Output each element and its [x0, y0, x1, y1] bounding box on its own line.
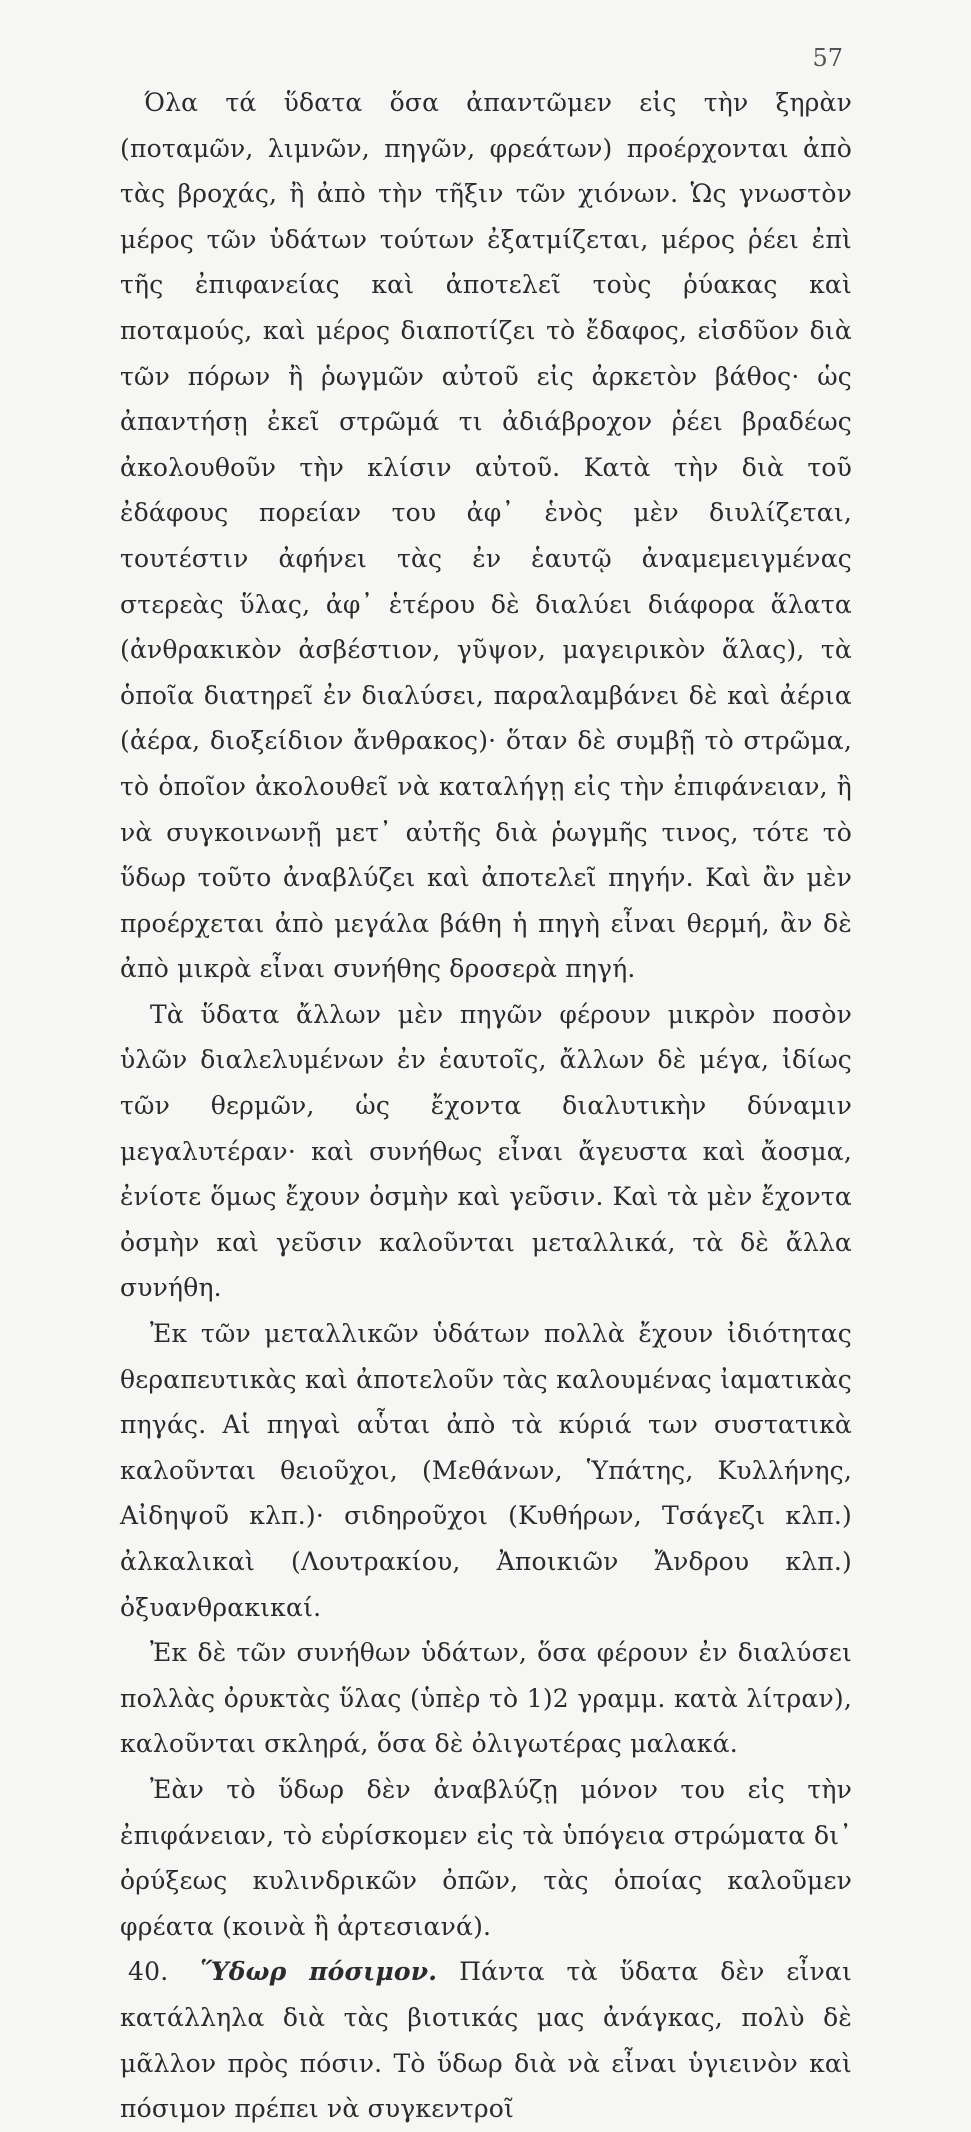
paragraph-hard-soft-water: Ἐκ δὲ τῶν συνήθων ὑδάτων, ὅσα φέρουν ἐν διαλύσει πολλὰς ὀρυκτὰς ὕλας (ὑπὲρ τὸ 1)2 γραμμ. κατὰ λίτραν), καλοῦνται σκληρά, ὅσα δὲ ὀλιγωτέρας μαλακά.	[120, 1638, 852, 1759]
page-number: 57	[812, 44, 843, 72]
body-text	[120, 80, 852, 2132]
paragraph-mineral-springs: Ἐκ τῶν μεταλλικῶν ὑδάτων πολλὰ ἔχουν ἰδιότητας θεραπευτικὰς καὶ ἀποτελοῦν τὰς καλουμένας ἰαματικὰς πηγάς. Αἱ πηγαὶ αὗται ἀπὸ τὰ κύριά των συστατικὰ καλοῦνται θειοῦχοι, (Μεθάνων, Ὑπάτης, Κυλλήνης, Αἰδηψοῦ κλπ.)· σιδηροῦχοι (Κυθήρων, Τσάγεζι κλπ.) ἀλκαλικαὶ (Λουτρακίου, Ἀποικιῶν Ἄνδρου κλπ.) ὀξυανθρακικαί.	[120, 1319, 852, 1622]
paragraph-dissolved-matter: Τὰ ὕδατα ἄλλων μὲν πηγῶν φέρουν μικρὸν ποσὸν ὑλῶν διαλελυμένων ἐν ἑαυτοῖς, ἄλλων δὲ μέγα, ἰδίως τῶν θερμῶν, ὡς ἔχοντα διαλυτικὴν δύναμιν μεγαλυτέραν· καὶ συνήθως εἶναι ἄγευστα καὶ ἄοσμα, ἐνίοτε ὅμως ἔχουν ὀσμὴν καὶ γεῦσιν. Καὶ τὰ μὲν ἔχοντα ὀσμὴν καὶ γεῦσιν καλοῦνται μεταλλικά, τὰ δὲ ἄλλα συνήθη.	[120, 999, 852, 1303]
section-drinking-water	[120, 1949, 852, 2131]
section-number: 40.	[128, 1957, 169, 1987]
section-title: Ὕδωρ πόσιμον.	[200, 1957, 438, 1987]
section-text: Πάντα τὰ ὕδατα δὲν εἶναι κατάλληλα διὰ τὰς βιοτικάς μας ἀνάγκας, πολὺ δὲ μᾶλλον πρὸς πόσιν. Τὸ ὕδωρ διὰ νὰ εἶναι ὑγιεινὸν καὶ πόσιμον πρέπει νὰ συγκεντροῖ	[120, 1957, 852, 2124]
paragraph-wells: Ἐὰν τὸ ὕδωρ δὲν ἀναβλύζῃ μόνον του εἰς τὴν ἐπιφάνειαν, τὸ εὑρίσκομεν εἰς τὰ ὑπόγεια στρώματα δι᾿ ὀρύξεως κυλινδρικῶν ὀπῶν, τὰς ὁποίας καλοῦμεν φρέατα (κοινὰ ἢ ἀρτεσιανά).	[120, 1774, 852, 1941]
paragraph-springs-origin: Όλα τά ὕδατα ὅσα ἀπαντῶμεν εἰς τὴν ξηρὰν (ποταμῶν, λιμνῶν, πηγῶν, φρεάτων) προέρχονται ἀπὸ τὰς βροχάς, ἢ ἀπὸ τὴν τῆξιν τῶν χιόνων. Ὡς γνωστὸν μέρος τῶν ὑδάτων τούτων ἐξατμίζεται, μέρος ῥέει ἐπὶ τῆς ἐπιφανείας καὶ ἀποτελεῖ τοὺς ῥύακας καὶ ποταμούς, καὶ μέρος διαποτίζει τὸ ἔδαφος, εἰσδῦον διὰ τῶν πόρων ἢ ῥωγμῶν αὐτοῦ εἰς ἀρκετὸν βάθος· ὡς ἀπαντήσῃ ἐκεῖ στρῶμά τι ἀδιάβροχον ῥέει βραδέως ἀκολουθοῦν τὴν κλίσιν αὐτοῦ. Κατὰ τὴν διὰ τοῦ ἐδάφους πορείαν του ἀφ᾿ ἑνὸς μὲν διυλίζεται, τουτέστιν ἀφήνει τὰς ἐν ἑαυτῷ ἀναμεμειγμένας στερεὰς ὕλας, ἀφ᾿ ἑτέρου δὲ διαλύει διάφορα ἅλατα (ἀνθρακικὸν ἀσβέστιον, γῦψον, μαγειρικὸν ἅλας), τὰ ὁποῖα διατηρεῖ ἐν διαλύσει, παραλαμβάνει δὲ καὶ ἀέρια (ἀέρα, διοξείδιον ἄνθρακος)· ὅταν δὲ συμβῇ τὸ στρῶμα, τὸ ὁποῖον ἀκολουθεῖ νὰ καταλήγῃ εἰς τὴν ἐπιφάνειαν, ἢ νὰ συγκοινωνῇ μετ᾿ αὐτῆς διὰ ῥωγμῆς τινος, τότε τὸ ὕδωρ τοῦτο ἀναβλύζει καὶ ἀποτελεῖ πηγήν. Καὶ ἂν μὲν προέρχεται ἀπὸ μεγάλα βάθη ἡ πηγὴ εἶναι θερμή, ἂν δὲ ἀπὸ μικρὰ εἶναι συνήθης δροσερὰ πηγή.	[120, 88, 852, 984]
